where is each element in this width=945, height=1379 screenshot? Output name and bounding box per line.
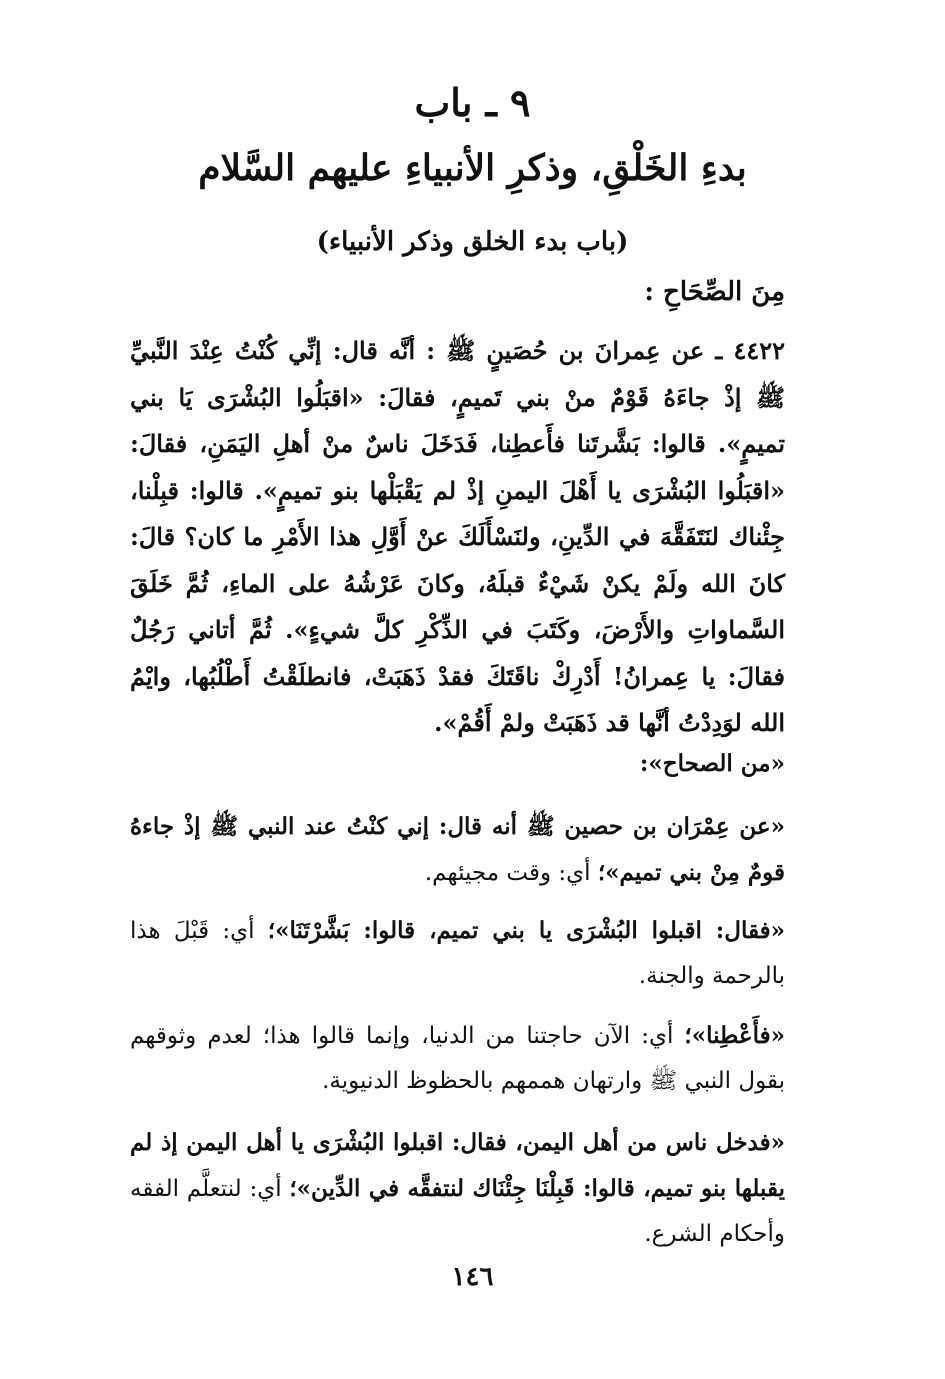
commentary-explanation: أي: قَبْلَ هذا بالرحمة والجنة. [130,918,785,989]
commentary-heading: «من الصحاح»: [639,750,785,777]
commentary-quote: «فأَعْطِنا»؛ [684,1022,785,1049]
commentary-explanation: أي: لنتعلَّم الفقه وأحكام الشرع. [130,1176,785,1247]
page-number: ١٤٦ [451,1262,494,1292]
chapter-subtitle: (باب بدء الخلق وذكر الأنبياء) [316,227,629,257]
commentary-quote: «فدخل ناس من أهل اليمن، فقال: اقبلوا البُشْرَى يا أهل اليمن إذ لم يقبلها بنو تميم، قالوا: قَبِلْنَا جِئْنَاك لنتفقَّه في الدِّين»؛ [130,1129,785,1202]
commentary-quote: «فقال: اقبلوا البُشْرَى يا بني تميم، قالوا: بَشَّرْتَنَا»؛ [267,917,785,944]
commentary-quote: «عن عِمْرَان بن حصين ﷺ أنه قال: إني كنْتُ عند النبي ﷺ إذْ جاءهُ قومٌ مِنْ بني تميم»؛ [130,813,785,886]
commentary-paragraph [130,1013,785,1104]
commentary-paragraph [130,804,785,896]
chapter-number: ٩ ـ باب [414,80,531,125]
commentary-explanation: أي: وقت مجيئهم. [424,860,598,886]
section-label: مِنَ الصِّحَاحِ : [644,277,785,307]
commentary-paragraph [130,1120,785,1257]
commentary-paragraph [130,908,785,999]
chapter-title: بدءِ الخَلْقِ، وذكرِ الأنبياءِ عليهم السَّلام [198,147,747,189]
commentary-explanation: أي: الآن حاجتنا من الدنيا، وإنما قالوا هذا؛ لعدم وثوقهم بقول النبي ﷺ وارتهان هممهم بالحظوظ الدنيوية. [130,1023,785,1094]
hadith-text: ٤٤٢٢ ـ عن عِمرانَ بن حُصَينٍ ﷺ : أنَّه قال: إنِّي كُنْتُ عِنْدَ النَّبيِّ ﷺ إذْ جاءَهُ قَوْمٌ منْ بني تَميمٍ، فقالَ: «اقبَلُوا البُشْرَى يَا بني تميمٍ». قالوا: بَشَّرتَنا فأَعطِنا، فَدَخَلَ ناسٌ منْ أهلِ اليَمَنِ، فقالَ: «اقبَلُوا البُشْرَى يا أَهْلَ اليمنِ إذْ لم يَقْبَلْها بنو تميمٍ». قالوا: قبِلْنا، جِئْناك لنَتَفَقَّهَ في الدِّينِ، ولنَسْأَلَكَ عنْ أَوَّلِ هذا الأَمْرِ ما كان؟ قالَ: كانَ الله ولَمْ يكنْ شَيْءٌ قبلَهُ، وكانَ عَرْشُهُ على الماءِ، ثُمَّ خَلَقَ السَّماواتِ والأَرْضَ، وكَتَبَ في الذِّكْرِ كلَّ شيءٍ». ثُمَّ أتاني رَجُلٌ فقالَ: يا عِمرانُ! أَدْرِكْ ناقَتَكَ فقدْ ذَهَبَتْ، فانطلَقْتُ أَطْلُبُها، وايْمُ الله لوَدِدْتُ أنَّها قد ذَهَبَتْ ولمْ أَقُمْ». [130,336,785,737]
